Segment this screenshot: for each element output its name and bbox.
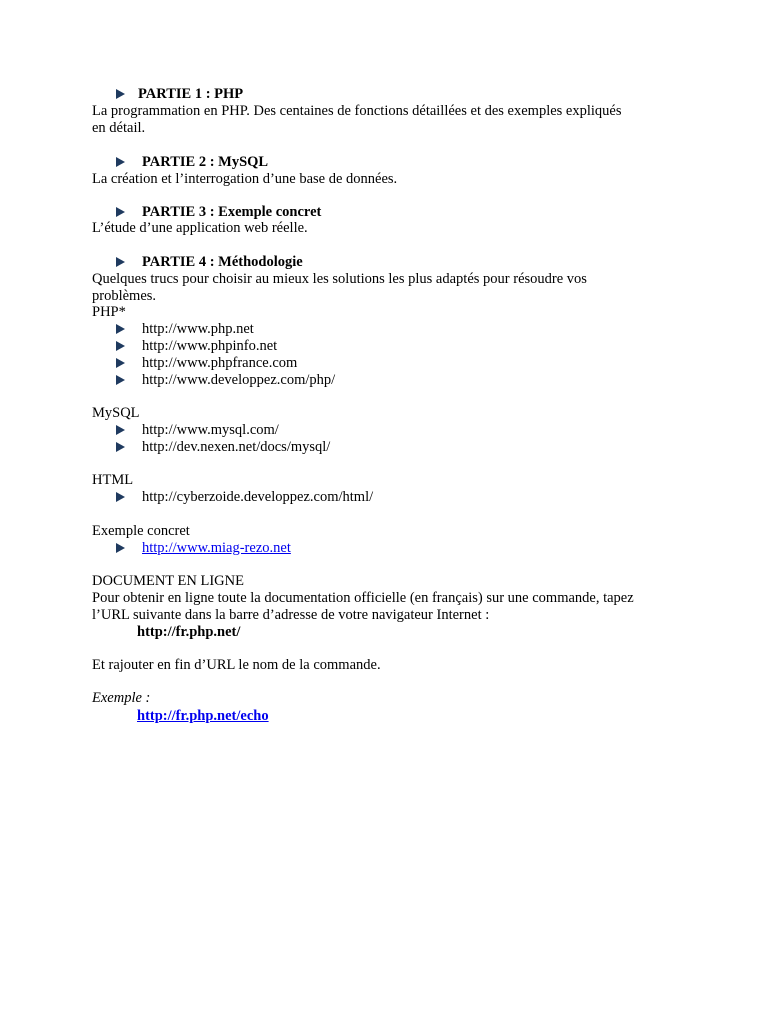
section-heading-text: PARTIE 3 : Exemple concret (142, 204, 322, 220)
link-group-title-php: PHP* (92, 304, 126, 320)
section-heading-text: PARTIE 2 : MySQL (142, 154, 269, 170)
arrow-bullet-icon (116, 157, 125, 167)
arrow-bullet-icon (116, 324, 125, 334)
doc-section-title: DOCUMENT EN LIGNE (92, 573, 244, 589)
link-text: http://www.developpez.com/php/ (142, 372, 336, 388)
link-text: http://www.phpinfo.net (142, 338, 278, 354)
link-text: http://www.mysql.com/ (142, 422, 279, 438)
section-heading-text: PARTIE 4 : Méthodologie (142, 254, 303, 270)
arrow-bullet-icon (116, 358, 125, 368)
section-heading-text: PARTIE 1 : PHP (138, 86, 244, 102)
arrow-bullet-icon (116, 257, 125, 267)
list-item (116, 321, 254, 338)
miag-rezo-link[interactable]: http://www.miag-rezo.net (142, 540, 291, 556)
example-label: Exemple : (92, 690, 151, 706)
link-group-title-exemple: Exemple concret (92, 523, 190, 539)
list-item (116, 540, 291, 557)
link-group-title-html: HTML (92, 472, 134, 488)
arrow-bullet-icon (116, 207, 125, 217)
arrow-bullet-icon (116, 341, 125, 351)
arrow-bullet-icon (116, 375, 125, 385)
doc-after-text: Et rajouter en fin d’URL le nom de la commande. (92, 657, 381, 673)
section-desc-line: problèmes. (92, 288, 157, 304)
list-item (116, 372, 336, 389)
arrow-bullet-icon (116, 492, 125, 502)
section-heading-1 (116, 86, 244, 103)
arrow-bullet-icon (116, 543, 125, 553)
doc-url: http://fr.php.net/ (137, 624, 241, 640)
doc-paragraph-line: l’URL suivante dans la barre d’adresse de votre navigateur Internet : (92, 607, 490, 623)
link-text: http://www.phpfrance.com (142, 355, 298, 371)
section-desc-line: L’étude d’une application web réelle. (92, 220, 308, 236)
section-desc-line: La création et l’interrogation d’une base de données. (92, 171, 398, 187)
section-heading-2 (116, 154, 269, 171)
list-item (116, 338, 278, 355)
arrow-bullet-icon (116, 425, 125, 435)
section-heading-4 (116, 254, 303, 271)
list-item (116, 355, 298, 372)
list-item (116, 422, 279, 439)
section-desc-line: La programmation en PHP. Des centaines de fonctions détaillées et des exemples expliqués (92, 103, 622, 119)
link-group-title-mysql: MySQL (92, 405, 140, 421)
list-item (116, 439, 331, 456)
arrow-bullet-icon (116, 442, 125, 452)
doc-paragraph-line: Pour obtenir en ligne toute la documentation officielle (en français) sur une commande, tapez (92, 590, 634, 606)
link-text: http://www.php.net (142, 321, 254, 337)
section-desc-line: Quelques trucs pour choisir au mieux les solutions les plus adaptés pour résoudre vos (92, 271, 587, 287)
list-item (116, 489, 374, 506)
link-text: http://dev.nexen.net/docs/mysql/ (142, 439, 331, 455)
section-desc-line: en détail. (92, 120, 146, 136)
link-text: http://cyberzoide.developpez.com/html/ (142, 489, 374, 505)
example-url-link[interactable]: http://fr.php.net/echo (137, 708, 269, 724)
arrow-bullet-icon (116, 89, 125, 99)
section-heading-3 (116, 204, 322, 221)
